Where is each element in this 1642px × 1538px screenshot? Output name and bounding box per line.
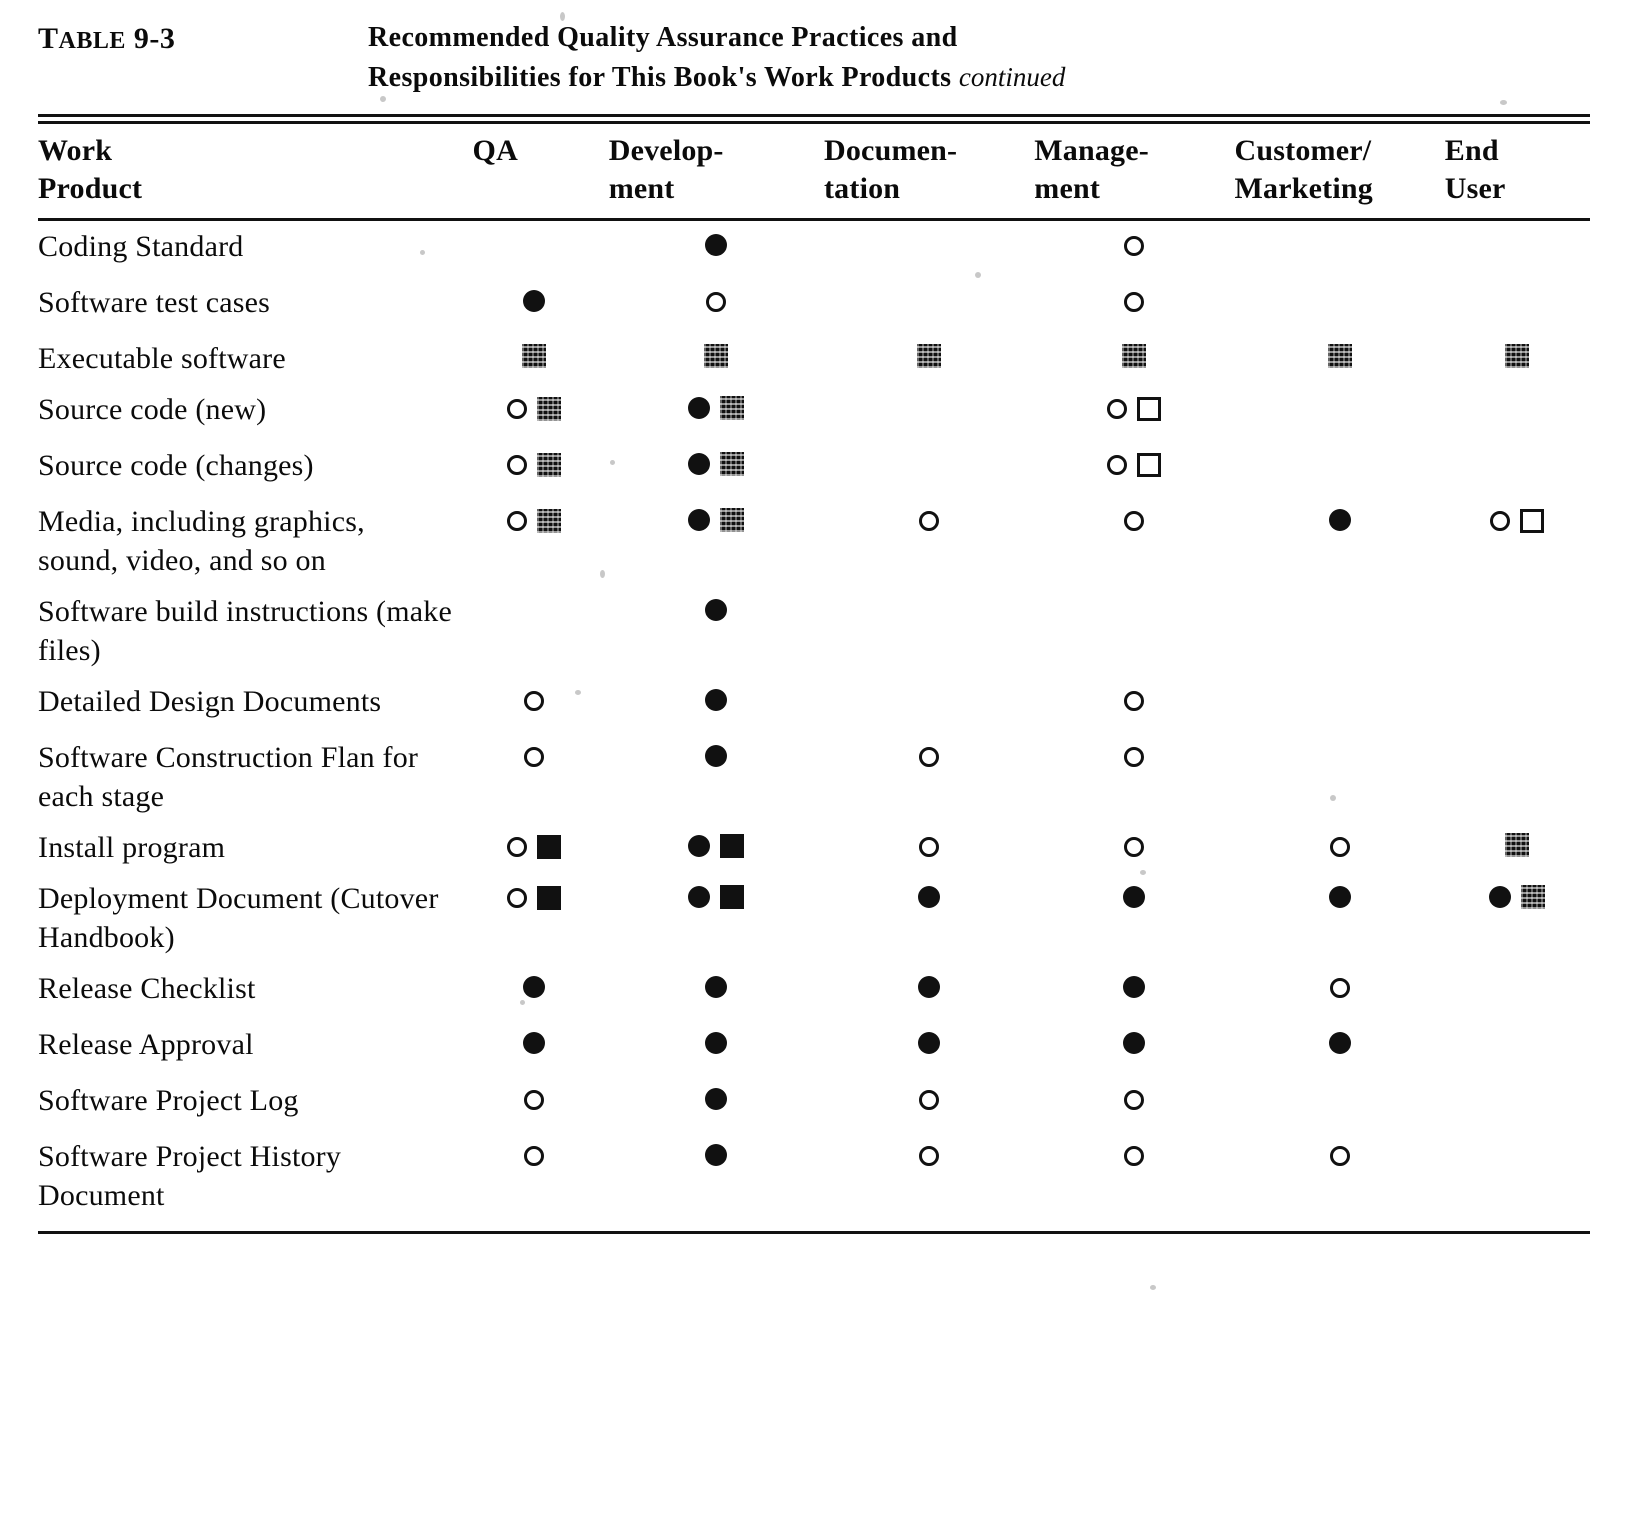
column-header-line1: Manage- [1034,133,1149,167]
column-header-end-user [1445,124,1590,219]
open-circle-icon [1124,747,1144,767]
filled-circle-icon [705,599,727,621]
column-header-line1: End [1444,133,1499,167]
cell-qa [459,221,609,277]
cell-end-user [1445,1075,1590,1131]
column-header-line2: QA [472,133,518,167]
qa-table-body [38,221,1590,1221]
filled-square-icon [522,344,546,368]
cell-customer-marketing [1235,732,1445,822]
table-label-number: 9-3 [133,22,176,55]
table-header-row [38,124,1590,219]
cell-development [609,822,824,873]
symbol-group [1329,880,1351,914]
cell-documentation [824,676,1034,732]
cell-end-user [1445,384,1590,440]
filled-circle-icon [523,290,545,312]
column-header-line1: Documen- [823,133,958,167]
cell-qa [459,496,609,586]
symbol-group [919,740,939,774]
cell-development [609,963,824,1019]
symbol-group [507,830,561,864]
open-circle-icon [524,1090,544,1110]
work-product-label: Executable software [38,342,286,376]
work-product-label: Software Construction Flan for each stage [38,741,419,814]
symbol-group [1124,504,1144,538]
open-circle-icon [524,691,544,711]
cell-development [609,676,824,732]
symbol-group [688,880,744,914]
cell-development [609,221,824,277]
open-square-icon [1137,453,1161,477]
column-header-line2: ment [608,171,675,205]
symbol-group [1505,828,1529,862]
table-number [38,18,368,56]
cell-management [1034,496,1234,586]
open-square-icon [1137,397,1161,421]
filled-circle-icon [705,234,727,256]
cell-management [1034,333,1234,384]
cell-development [609,1019,824,1075]
cell-customer-marketing [1235,1019,1445,1075]
open-circle-icon [919,511,939,531]
column-header-line1: Customer/ [1234,133,1372,167]
column-header-line2: ment [1034,171,1101,205]
work-product-label: Software build instructions (make files) [38,595,453,668]
symbol-group [1124,1139,1144,1173]
cell-management [1034,822,1234,873]
filled-square-icon [704,344,728,368]
symbol-group [688,829,744,863]
cell-management [1034,1131,1234,1221]
cell-qa [459,586,609,676]
cell-management [1034,873,1234,963]
table-row [38,221,1590,277]
cell-end-user [1445,676,1590,732]
cell-qa [459,1075,609,1131]
work-product-label: Release Approval [38,1028,254,1062]
column-header-line2: tation [823,171,901,205]
cell-management [1034,384,1234,440]
table-row [38,277,1590,333]
cell-end-user [1445,732,1590,822]
open-circle-icon [919,1090,939,1110]
symbol-group [705,1082,727,1116]
filled-circle-icon [1123,1032,1145,1054]
open-circle-icon [507,888,527,908]
solid-square-icon [720,834,744,858]
open-circle-icon [507,837,527,857]
cell-qa [459,1131,609,1221]
symbol-group [524,740,544,774]
symbol-group [522,339,546,373]
cell-development [609,732,824,822]
column-header-qa [459,124,609,219]
filled-circle-icon [1329,1032,1351,1054]
symbol-group [688,503,744,537]
table-row [38,586,1590,676]
cell-development [609,873,824,963]
cell-qa [459,440,609,496]
table-row [38,963,1590,1019]
symbol-group [523,284,545,318]
cell-management [1034,440,1234,496]
symbol-group [1123,970,1145,1004]
filled-circle-icon [1123,886,1145,908]
open-circle-icon [507,399,527,419]
work-product-label: Deployment Document (Cutover Handbook) [38,882,439,955]
symbol-group [1505,339,1529,373]
solid-square-icon [720,885,744,909]
symbol-group [1329,503,1351,537]
cell-qa [459,732,609,822]
symbol-group [1328,339,1352,373]
open-square-icon [1520,509,1544,533]
cell-qa [459,676,609,732]
open-circle-icon [507,455,527,475]
cell-customer-marketing [1235,822,1445,873]
table-row [38,676,1590,732]
cell-development [609,1131,824,1221]
column-header-line1: Work [38,133,113,167]
cell-documentation [824,496,1034,586]
cell-documentation [824,873,1034,963]
cell-end-user [1445,221,1590,277]
symbol-group [1123,880,1145,914]
cell-end-user [1445,333,1590,384]
cell-customer-marketing [1235,440,1445,496]
table-row [38,873,1590,963]
symbol-group [1330,1139,1350,1173]
symbol-group [919,504,939,538]
solid-square-icon [537,886,561,910]
cell-end-user [1445,440,1590,496]
open-circle-icon [1124,236,1144,256]
table-row [38,333,1590,384]
open-circle-icon [1124,1146,1144,1166]
solid-square-icon [537,835,561,859]
table-row [38,822,1590,873]
symbol-group [1123,1026,1145,1060]
filled-square-icon [537,453,561,477]
cell-customer-marketing [1235,333,1445,384]
open-circle-icon [919,837,939,857]
cell-management [1034,277,1234,333]
cell-development [609,440,824,496]
filled-square-icon [720,452,744,476]
cell-management [1034,586,1234,676]
table-caption [38,18,1590,98]
symbol-group [523,1026,545,1060]
table-row [38,384,1590,440]
filled-square-icon [537,397,561,421]
cell-management [1034,676,1234,732]
cell-customer-marketing [1235,221,1445,277]
cell-development [609,277,824,333]
symbol-group [705,683,727,717]
cell-qa [459,822,609,873]
cell-documentation [824,1075,1034,1131]
cell-management [1034,732,1234,822]
cell-customer-marketing [1235,586,1445,676]
cell-management [1034,963,1234,1019]
symbol-group [1330,971,1350,1005]
symbol-group [705,1138,727,1172]
table-row [38,440,1590,496]
filled-square-icon [1521,885,1545,909]
symbol-group [919,830,939,864]
filled-circle-icon [918,1032,940,1054]
filled-circle-icon [688,835,710,857]
symbol-group [523,970,545,1004]
symbol-group [919,1139,939,1173]
filled-circle-icon [918,886,940,908]
filled-square-icon [917,344,941,368]
filled-circle-icon [705,1088,727,1110]
open-circle-icon [1330,1146,1350,1166]
symbol-group [705,970,727,1004]
work-product-label: Release Checklist [38,972,256,1006]
symbol-group [918,880,940,914]
filled-square-icon [1505,833,1529,857]
column-header-customer-marketing [1235,124,1445,219]
symbol-group [705,739,727,773]
work-product-label: Software test cases [38,286,271,320]
filled-circle-icon [523,1032,545,1054]
column-header-line1: Develop- [608,133,724,167]
cell-documentation [824,221,1034,277]
open-circle-icon [1124,837,1144,857]
open-circle-icon [919,747,939,767]
symbol-group [705,228,727,262]
symbol-group [917,339,941,373]
work-product-label: Software Project Log [38,1084,299,1118]
qa-responsibility-table [38,124,1590,219]
table-title-line1: Recommended Quality Assurance Practices and [368,22,958,53]
filled-square-icon [1505,344,1529,368]
filled-square-icon [537,509,561,533]
cell-end-user [1445,1019,1590,1075]
cell-development [609,1075,824,1131]
filled-square-icon [720,508,744,532]
cell-customer-marketing [1235,1075,1445,1131]
open-circle-icon [507,511,527,531]
table-row [38,1019,1590,1075]
table-row [38,496,1590,586]
cell-management [1034,1075,1234,1131]
open-circle-icon [1107,399,1127,419]
cell-qa [459,873,609,963]
filled-circle-icon [705,1032,727,1054]
symbol-group [1124,1083,1144,1117]
cell-management [1034,221,1234,277]
cell-end-user [1445,873,1590,963]
symbol-group [705,1026,727,1060]
cell-end-user [1445,822,1590,873]
work-product-label: Detailed Design Documents [38,685,382,719]
filled-circle-icon [705,1144,727,1166]
symbol-group [919,1083,939,1117]
cell-customer-marketing [1235,676,1445,732]
cell-documentation [824,586,1034,676]
open-circle-icon [1124,511,1144,531]
cell-documentation [824,732,1034,822]
symbol-group [524,1139,544,1173]
table-row [38,1075,1590,1131]
cell-management [1034,1019,1234,1075]
open-circle-icon [1124,1090,1144,1110]
cell-qa [459,1019,609,1075]
open-circle-icon [919,1146,939,1166]
open-circle-icon [706,292,726,312]
column-header-line2: User [1444,171,1506,205]
symbol-group [918,1026,940,1060]
symbol-group [1124,830,1144,864]
cell-documentation [824,333,1034,384]
filled-square-icon [720,396,744,420]
cell-documentation [824,440,1034,496]
work-product-label: Coding Standard [38,230,244,264]
table-label-small: ABLE [58,28,126,54]
symbol-group [1124,740,1144,774]
open-circle-icon [524,1146,544,1166]
open-circle-icon [1124,292,1144,312]
column-header-documentation [824,124,1034,219]
filled-circle-icon [1329,509,1351,531]
symbol-group [1124,285,1144,319]
column-header-development [609,124,824,219]
filled-circle-icon [705,976,727,998]
table-title [368,18,1065,98]
symbol-group [524,1083,544,1117]
header-rule-double [38,114,1590,124]
symbol-group [1124,684,1144,718]
cell-documentation [824,963,1034,1019]
symbol-group [1330,830,1350,864]
filled-circle-icon [1489,886,1511,908]
filled-circle-icon [688,509,710,531]
cell-customer-marketing [1235,277,1445,333]
symbol-group [1489,880,1545,914]
cell-end-user [1445,496,1590,586]
symbol-group [706,285,726,319]
footer-rule [38,1231,1590,1234]
symbol-group [918,970,940,1004]
column-header-management [1034,124,1234,219]
cell-documentation [824,1131,1034,1221]
filled-circle-icon [523,976,545,998]
cell-documentation [824,1019,1034,1075]
column-header-line2: Product [38,171,143,205]
table-row [38,1131,1590,1221]
cell-end-user [1445,277,1590,333]
cell-end-user [1445,586,1590,676]
filled-circle-icon [1123,976,1145,998]
cell-customer-marketing [1235,384,1445,440]
filled-square-icon [1122,344,1146,368]
cell-documentation [824,384,1034,440]
open-circle-icon [1107,455,1127,475]
cell-customer-marketing [1235,1131,1445,1221]
cell-development [609,496,824,586]
table-header [38,124,1590,219]
symbol-group [507,881,561,915]
cell-customer-marketing [1235,963,1445,1019]
filled-circle-icon [688,453,710,475]
column-header-work-product [38,124,459,219]
symbol-group [705,593,727,627]
symbol-group [688,447,744,481]
symbol-group [1329,1026,1351,1060]
symbol-group [507,392,561,426]
cell-development [609,384,824,440]
symbol-group [1122,339,1146,373]
cell-qa [459,333,609,384]
open-circle-icon [524,747,544,767]
cell-qa [459,384,609,440]
table-title-continued: continued [958,61,1066,92]
work-product-label: Source code (changes) [38,449,314,483]
cell-qa [459,277,609,333]
symbol-group [507,448,561,482]
filled-circle-icon [705,745,727,767]
symbol-group [507,504,561,538]
symbol-group [688,391,744,425]
open-circle-icon [1330,978,1350,998]
table-title-line2: Responsibilities for This Book's Work Products [368,61,952,93]
column-header-line2: Marketing [1234,171,1373,205]
filled-circle-icon [1329,886,1351,908]
filled-circle-icon [688,886,710,908]
symbol-group [1490,504,1544,538]
cell-documentation [824,277,1034,333]
work-product-label: Media, including graphics, sound, video, and so on [38,505,365,578]
work-product-label: Install program [38,831,226,865]
table-label-prefix: T [38,22,59,55]
cell-end-user [1445,963,1590,1019]
cell-development [609,586,824,676]
filled-circle-icon [918,976,940,998]
filled-circle-icon [705,689,727,711]
cell-customer-marketing [1235,873,1445,963]
filled-circle-icon [688,397,710,419]
filled-square-icon [1328,344,1352,368]
open-circle-icon [1124,691,1144,711]
symbol-group [704,339,728,373]
cell-development [609,333,824,384]
symbol-group [524,684,544,718]
symbol-group [1107,392,1161,426]
work-product-label: Source code (new) [38,393,267,427]
work-product-label: Software Project History Document [38,1140,342,1213]
table-row [38,732,1590,822]
open-circle-icon [1490,511,1510,531]
cell-qa [459,963,609,1019]
symbol-group [1107,448,1161,482]
cell-customer-marketing [1235,496,1445,586]
open-circle-icon [1330,837,1350,857]
cell-documentation [824,822,1034,873]
symbol-group [1124,229,1144,263]
table-body [38,221,1590,1221]
cell-end-user [1445,1131,1590,1221]
